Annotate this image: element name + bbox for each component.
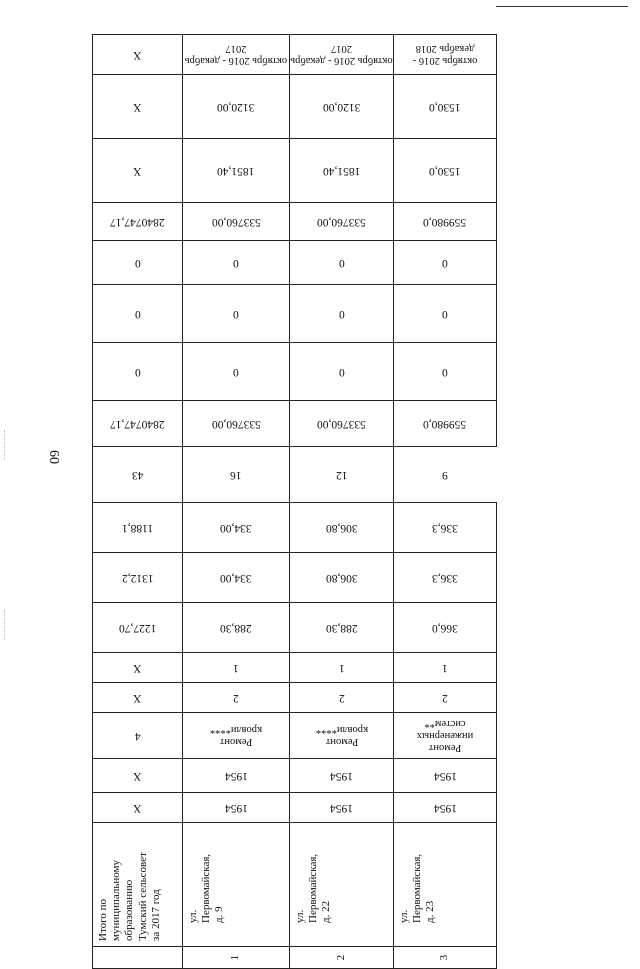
row-c13 (93, 241, 497, 285)
cell-c7-1: 334,00 (183, 553, 290, 603)
row-c3 (93, 713, 497, 759)
cell-c14-3: 559980,0 (394, 203, 497, 241)
row-c8 (93, 503, 497, 553)
cell-period-total: Х (93, 35, 183, 75)
cell-c4-1: 2 (183, 683, 290, 713)
row-c1 (93, 793, 497, 823)
row-numbers (93, 947, 497, 969)
row-address (93, 823, 497, 947)
cell-c5-total: Х (93, 653, 183, 683)
cell-c1-total: Х (93, 793, 183, 823)
row-c2 (93, 759, 497, 793)
cell-c7-total: 1312,2 (93, 553, 183, 603)
cell-c12-1: 0 (183, 285, 290, 343)
row-c16 (93, 75, 497, 139)
cell-c9-total: 43 (93, 447, 183, 503)
cell-c14-2: 533760,00 (290, 203, 394, 241)
cell-c3-total: 4 (93, 713, 183, 759)
cell-c10-total: 2840747,17 (93, 401, 183, 447)
cell-c5-3: 1 (394, 653, 497, 683)
row-c14 (93, 203, 497, 241)
data-table (92, 34, 497, 969)
cell-c8-3: 336,3 (394, 503, 497, 553)
cell-c11-2: 0 (290, 343, 394, 401)
address-2-text: ул. Первомайская, д. 22 (294, 853, 333, 923)
cell-c16-total: Х (93, 75, 183, 139)
cell-c8-1: 334,00 (183, 503, 290, 553)
row-c7 (93, 553, 497, 603)
cell-c16-3: 1530,0 (394, 75, 497, 139)
cell-c10-3: 559980,0 (394, 401, 497, 447)
cell-c8-total: 1188,1 (93, 503, 183, 553)
cell-c2-2: 1954 (290, 759, 394, 793)
cell-c7-3: 336,3 (394, 553, 497, 603)
cell-c3-3: Ремонт инженерных систем** (394, 713, 497, 759)
row-c10 (93, 401, 497, 447)
cell-c4-3: 2 (394, 683, 497, 713)
cell-c10-1: 533760,00 (183, 401, 290, 447)
cell-c16-1: 3120,00 (183, 75, 290, 139)
cell-c6-total: 1227,70 (93, 603, 183, 653)
cell-c7-2: 306,80 (290, 553, 394, 603)
cell-c1-2: 1954 (290, 793, 394, 823)
cell-c12-total: 0 (93, 285, 183, 343)
top-rule (496, 6, 628, 7)
cell-c9-2: 12 (290, 447, 394, 503)
cell-c2-1: 1954 (183, 759, 290, 793)
cell-num-2: 2 (290, 947, 394, 969)
cell-c11-1: 0 (183, 343, 290, 401)
cell-c14-1: 533760,00 (183, 203, 290, 241)
row-c15 (93, 139, 497, 203)
label-total-text: Итого по муниципальному образованию Тумский сельсовет за 2017 год (97, 852, 162, 941)
margin-dots (4, 610, 7, 640)
cell-c12-3: 0 (394, 285, 497, 343)
cell-c16-2: 3120,00 (290, 75, 394, 139)
cell-c2-3: 1954 (394, 759, 497, 793)
cell-c13-total: 0 (93, 241, 183, 285)
cell-num-total (93, 947, 183, 969)
cell-c4-2: 2 (290, 683, 394, 713)
cell-c1-1: 1954 (183, 793, 290, 823)
cell-c1-3: 1954 (394, 793, 497, 823)
cell-c13-3: 0 (394, 241, 497, 285)
page-number: 60 (46, 450, 61, 464)
cell-c6-2: 288,30 (290, 603, 394, 653)
cell-c6-1: 288,30 (183, 603, 290, 653)
cell-c3-1: Ремонт кровли**** (183, 713, 290, 759)
row-c5 (93, 653, 497, 683)
cell-c14-total: 2840747,17 (93, 203, 183, 241)
cell-c11-3: 0 (394, 343, 497, 401)
cell-c13-2: 0 (290, 241, 394, 285)
cell-c5-1: 1 (183, 653, 290, 683)
row-c4 (93, 683, 497, 713)
cell-c15-1: 1851,40 (183, 139, 290, 203)
cell-c15-3: 1530,0 (394, 139, 497, 203)
row-c9 (93, 447, 497, 503)
cell-c15-total: Х (93, 139, 183, 203)
row-c11 (93, 343, 497, 401)
row-c6 (93, 603, 497, 653)
cell-c2-total: Х (93, 759, 183, 793)
cell-address-3 (394, 823, 497, 947)
address-1-text: ул. Первомайская, д. 9 (187, 853, 226, 923)
address-3-text: ул. Первомайская, д. 23 (398, 853, 437, 923)
cell-c3-2: Ремонт кровли**** (290, 713, 394, 759)
cell-label-total (93, 823, 183, 947)
cell-num-3: 3 (394, 947, 497, 969)
margin-dots (4, 430, 7, 460)
cell-address-1 (183, 823, 290, 947)
cell-c15-2: 1851,40 (290, 139, 394, 203)
cell-address-2 (290, 823, 394, 947)
cell-period-2: октябрь 2016 - декабрь 2017 (290, 35, 394, 75)
cell-c5-2: 1 (290, 653, 394, 683)
cell-c11-total: 0 (93, 343, 183, 401)
cell-c8-2: 306,80 (290, 503, 394, 553)
cell-c9-3: 9 (394, 447, 497, 503)
cell-period-3: октябрь 2016 - декабрь 2018 (394, 35, 497, 75)
row-period (93, 35, 497, 75)
row-c12 (93, 285, 497, 343)
cell-c6-3: 366,0 (394, 603, 497, 653)
cell-c13-1: 0 (183, 241, 290, 285)
cell-period-1: октябрь 2016 - декабрь 2017 (183, 35, 290, 75)
cell-c9-1: 16 (183, 447, 290, 503)
cell-c4-total: Х (93, 683, 183, 713)
cell-c10-2: 533760,00 (290, 401, 394, 447)
cell-c12-2: 0 (290, 285, 394, 343)
cell-num-1: 1 (183, 947, 290, 969)
